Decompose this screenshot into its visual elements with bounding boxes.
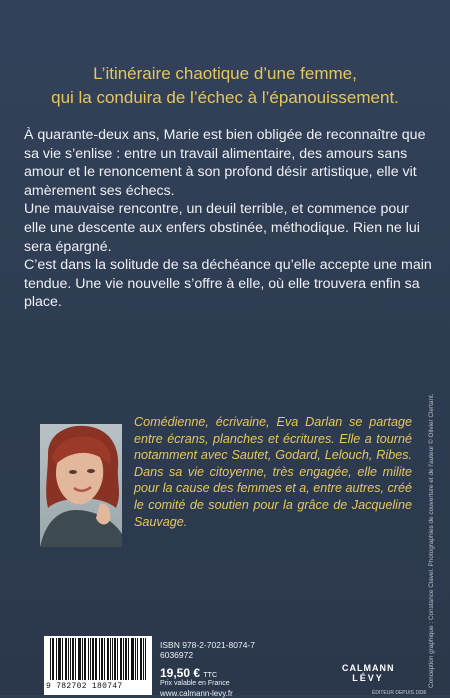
synopsis-paragraph-3: C’est dans la solitude de sa déchéance qu’elle accepte une main tendue. Une vie nouvelle s’offre à elle, où elle trouvera enfin sa place. — [24, 257, 432, 311]
credits-vertical — [428, 360, 438, 690]
publisher-logo-line-1: CALMANN — [342, 663, 395, 673]
publisher-url[interactable]: www.calmann-levy.fr — [160, 689, 233, 698]
author-bio: Comédienne, écrivaine, Eva Darlan se partage entre écrans, planches et écritures. Elle a tourné notamment avec Sautet, Godard, Lelouch, Ribes. Dans sa vie citoyenne, très engagée, elle milite pour la cause des femmes et a, entre autres, créé le comité de soutien pour la grâce de Jacqueline Sauvage. — [134, 415, 412, 529]
price-suffix: TTC — [203, 672, 217, 679]
author-photo — [40, 424, 122, 547]
price-amount: 19,50 € — [160, 666, 201, 680]
synopsis — [24, 126, 434, 312]
price-note: Prix valable en France — [160, 680, 230, 687]
barcode-bars — [48, 638, 148, 682]
tagline — [30, 62, 420, 110]
isbn-number: ISBN 978-2-7021-8074-7 — [160, 640, 255, 650]
credits-text: Conception graphique : Constance Clavel. Photographies de couverture et de l’auteur © Olivier Clertant. — [428, 393, 435, 688]
isbn-code: 6036972 — [160, 650, 194, 660]
tagline-line-2: qui la conduira de l’échec à l’épanouissement. — [51, 88, 399, 107]
synopsis-paragraph-2: Une mauvaise rencontre, un deuil terrible, et commence pour elle une descente aux enfers obstinée, méthodique. Rien ne lui sera épargné. — [24, 201, 420, 255]
publisher-logo-line-2: LÉVY — [352, 673, 384, 683]
isbn-block — [160, 640, 255, 660]
publisher-tagline: ÉDITEUR DEPUIS 1836 — [372, 690, 427, 696]
publisher-logo — [342, 663, 394, 683]
price — [160, 666, 217, 680]
tagline-line-1: L’itinéraire chaotique d’une femme, — [93, 64, 357, 83]
barcode — [44, 636, 152, 695]
synopsis-paragraph-1: À quarante-deux ans, Marie est bien obligée de reconnaître que sa vie s’enlise : entre un travail alimentaire, des amours sans amour et le renoncement à son profond désir artistique, elle vit amèrement ses échecs. — [24, 127, 426, 199]
barcode-digits: 9 782702 180747 — [46, 682, 123, 691]
